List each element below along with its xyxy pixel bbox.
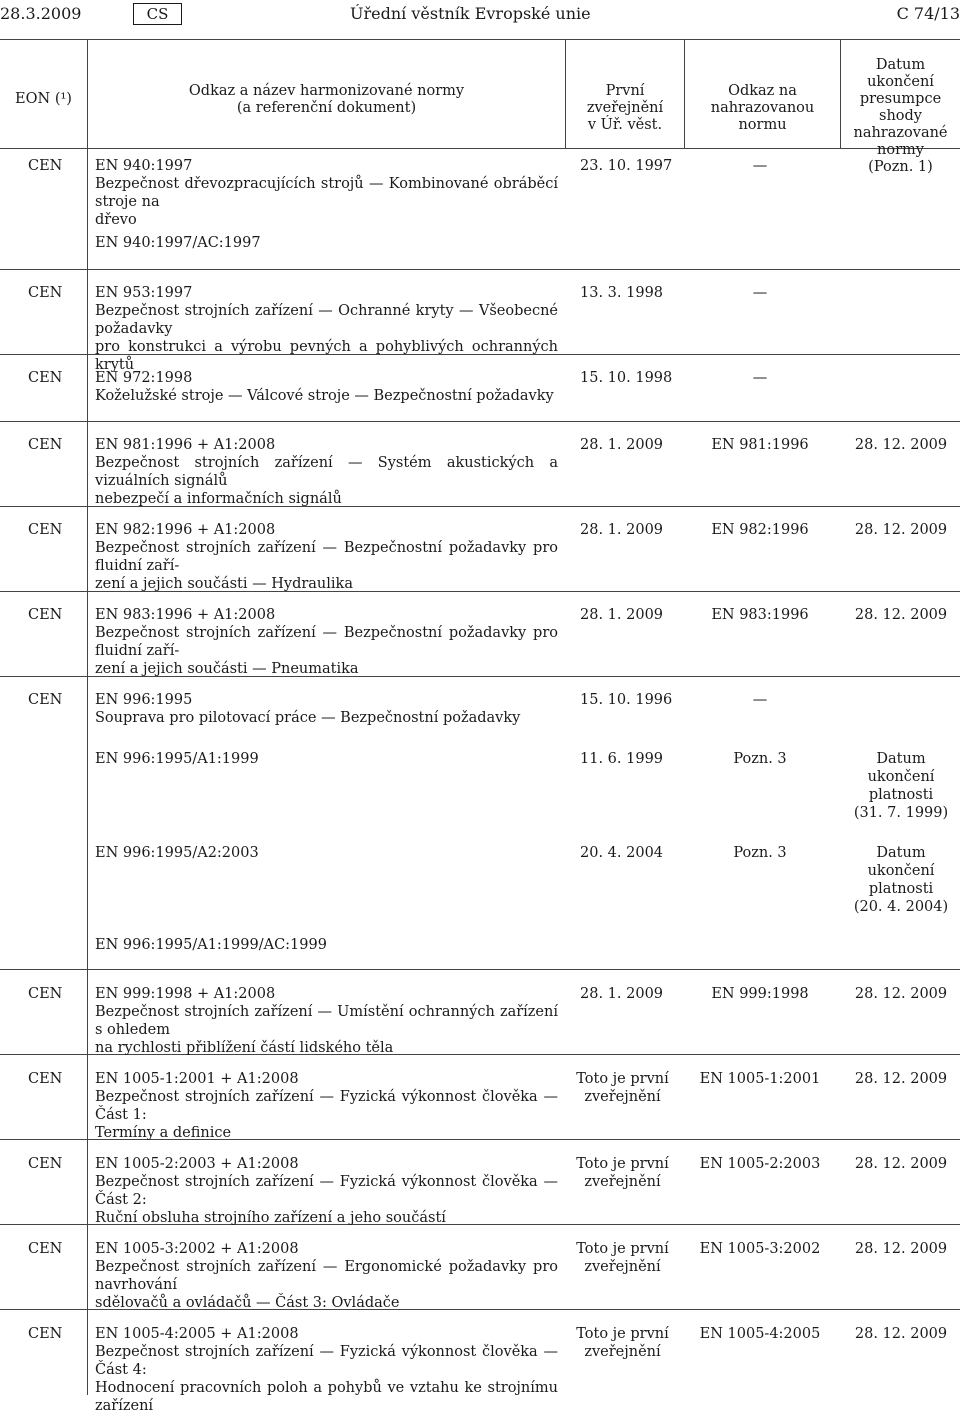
reference-cell: EN 983:1996 + A1:2008 Bezpečnost strojních zařízení — Bezpečnostní požadavky pro fluidní zaří- zení a jejich součásti — Pneumatika: [95, 607, 558, 677]
eon-cell: CEN: [28, 986, 63, 1002]
page-number: C 74/13: [896, 4, 960, 23]
superseded-cell: EN 1005-3:2002: [699, 1241, 821, 1257]
reference-cell: EN 996:1995/A2:2003: [95, 845, 259, 861]
eon-cell: CEN: [28, 1241, 63, 1257]
standards-table: [0, 39, 960, 1414]
eon-cell: CEN: [28, 1326, 63, 1342]
publication-date-cell: Toto je první zveřejnění: [576, 1326, 669, 1360]
reference-cell: EN 940:1997 Bezpečnost dřevozpracujících strojů — Kombinované obráběcí stroje na dřevo: [95, 158, 558, 228]
eon-cell: CEN: [28, 437, 63, 453]
publication-date-cell: Toto je první zveřejnění: [576, 1071, 669, 1105]
superseded-cell: EN 1005-4:2005: [699, 1326, 821, 1342]
col-header-cessation-date: Datum ukončení presumpce shody nahrazované normy (Pozn. 1): [853, 57, 948, 175]
publication-date-cell: 28. 1. 2009: [580, 607, 664, 623]
eon-cell: CEN: [28, 370, 63, 386]
col-header-superseded-standard: Odkaz na nahrazovanou normu: [710, 83, 815, 133]
reference-cell: EN 996:1995 Souprava pro pilotovací práce — Bezpečnostní požadavky: [95, 692, 521, 726]
reference-cell: EN 1005-1:2001 + A1:2008 Bezpečnost strojních zařízení — Fyzická výkonnost člověka — Část 1: Termíny a definice: [95, 1071, 558, 1141]
cessation-date-cell: 28. 12. 2009: [854, 1241, 948, 1257]
superseded-cell: EN 983:1996: [711, 607, 809, 623]
cessation-date-cell: 28. 12. 2009: [854, 1156, 948, 1172]
superseded-cell: Pozn. 3: [733, 845, 787, 861]
cessation-date-cell: 28. 12. 2009: [854, 437, 948, 453]
superseded-cell: Pozn. 3: [733, 751, 787, 767]
reference-cell: EN 981:1996 + A1:2008 Bezpečnost strojních zařízení — Systém akustických a vizuálních signálů nebezpečí a informačních signálů: [95, 437, 558, 507]
cessation-date-cell: Datum ukončení platnosti (31. 7. 1999): [853, 751, 949, 821]
header-date: 28.3.2009: [0, 4, 82, 23]
cessation-date-cell: Datum ukončení platnosti (20. 4. 2004): [853, 845, 949, 915]
eon-cell: CEN: [28, 158, 63, 174]
reference-cell: EN 972:1998 Koželužské stroje — Válcové stroje — Bezpečnostní požadavky: [95, 370, 554, 404]
reference-cell: EN 1005-2:2003 + A1:2008 Bezpečnost strojních zařízení — Fyzická výkonnost člověka — Část 2: Ruční obsluha strojního zařízení a jeho součástí: [95, 1156, 558, 1226]
publication-date-cell: 28. 1. 2009: [580, 437, 664, 453]
superseded-cell: EN 1005-2:2003: [699, 1156, 821, 1172]
publication-date-cell: 15. 10. 1998: [580, 370, 673, 386]
reference-cell: EN 996:1995/A1:1999/AC:1999: [95, 937, 327, 953]
eon-cell: CEN: [28, 607, 63, 623]
superseded-cell: EN 982:1996: [711, 522, 809, 538]
superseded-cell: EN 1005-1:2001: [699, 1071, 821, 1087]
col-header-reference: Odkaz a název harmonizované normy (a referenční dokument): [188, 83, 465, 116]
publication-date-cell: 13. 3. 1998: [580, 285, 664, 301]
language-badge: CS: [133, 3, 182, 25]
reference-cell: EN 1005-4:2005 + A1:2008 Bezpečnost strojních zařízení — Fyzická výkonnost člověka — Část 4: Hodnocení pracovních poloh a pohybů ve vztahu ke strojnímu zařízení: [95, 1326, 558, 1414]
publication-date-cell: 28. 1. 2009: [580, 986, 664, 1002]
reference-cell: EN 940:1997/AC:1997: [95, 235, 261, 251]
publication-date-cell: 28. 1. 2009: [580, 522, 664, 538]
publication-date-cell: Toto je první zveřejnění: [576, 1241, 669, 1275]
reference-cell: EN 999:1998 + A1:2008 Bezpečnost strojních zařízení — Umístění ochranných zařízení s ohledem na rychlosti přiblížení částí lidského těla: [95, 986, 558, 1056]
superseded-cell: —: [752, 158, 768, 174]
cessation-date-cell: 28. 12. 2009: [854, 1071, 948, 1087]
col-header-first-publication: První zveřejnění v Úř. věst.: [586, 83, 664, 133]
eon-cell: CEN: [28, 1156, 63, 1172]
page-header: [0, 0, 960, 28]
cessation-date-cell: 28. 12. 2009: [854, 522, 948, 538]
superseded-cell: —: [752, 370, 768, 386]
superseded-cell: —: [752, 285, 768, 301]
eon-cell: CEN: [28, 692, 63, 708]
publication-date-cell: 23. 10. 1997: [580, 158, 673, 174]
superseded-cell: EN 999:1998: [711, 986, 809, 1002]
col-header-eon: EON (¹): [15, 91, 72, 107]
publication-date-cell: 20. 4. 2004: [580, 845, 664, 861]
reference-cell: EN 982:1996 + A1:2008 Bezpečnost strojních zařízení — Bezpečnostní požadavky pro fluidní zaří- zení a jejich součásti — Hydraulika: [95, 522, 558, 592]
reference-cell: EN 1005-3:2002 + A1:2008 Bezpečnost strojních zařízení — Ergonomické požadavky pro navrhování sdělovačů a ovládačů — Část 3: Ovládače: [95, 1241, 558, 1311]
eon-cell: CEN: [28, 522, 63, 538]
superseded-cell: —: [752, 692, 768, 708]
cessation-date-cell: 28. 12. 2009: [854, 986, 948, 1002]
superseded-cell: EN 981:1996: [711, 437, 809, 453]
reference-cell: EN 996:1995/A1:1999: [95, 751, 259, 767]
publication-date-cell: 15. 10. 1996: [580, 692, 673, 708]
journal-title: Úřední věstník Evropské unie: [350, 4, 591, 23]
eon-cell: CEN: [28, 285, 63, 301]
cessation-date-cell: 28. 12. 2009: [854, 607, 948, 623]
reference-cell: EN 953:1997 Bezpečnost strojních zařízení — Ochranné kryty — Všeobecné požadavky pro konstrukci a výrobu pevných a pohyblivých ochranných krytů: [95, 285, 558, 373]
eon-cell: CEN: [28, 1071, 63, 1087]
cessation-date-cell: 28. 12. 2009: [854, 1326, 948, 1342]
publication-date-cell: Toto je první zveřejnění: [576, 1156, 669, 1190]
publication-date-cell: 11. 6. 1999: [580, 751, 664, 767]
